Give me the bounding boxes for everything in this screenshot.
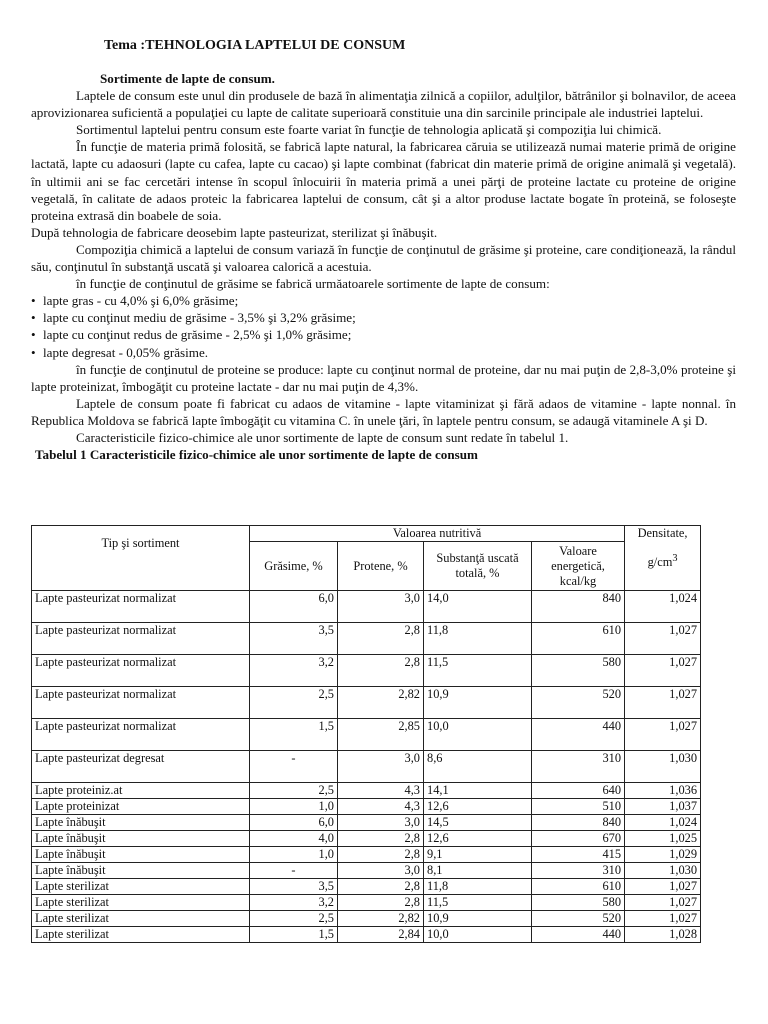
cell-type: Lapte înăbuşit [32,847,250,863]
cell-energy: 610 [532,623,625,655]
header-nutritive-value: Valoarea nutritivă [250,526,625,542]
cell-energy: 440 [532,927,625,943]
body-text [31,70,736,463]
cell-dry-matter: 14,5 [424,815,532,831]
cell-energy: 640 [532,783,625,799]
header-energy: Valoare energetică, kcal/kg [532,542,625,591]
table-row [32,815,701,831]
cell-type: Lapte înăbuşit [32,815,250,831]
cell-fat: 4,0 [250,831,338,847]
cell-dry-matter: 14,0 [424,591,532,623]
table-row [32,863,701,879]
paragraph-1: Laptele de consum este unul din produsele de bază în alimentaţia zilnică a copiilor, adulţilor, bătrânilor şi bolnavilor, de aceea aprovizionarea suficientă a populaţiei cu lapte de calitate superioară constituie una din sarcinile principale ale industriei laptelui. [31,88,736,121]
table-row [32,655,701,687]
cell-density: 1,037 [625,799,701,815]
cell-density: 1,027 [625,655,701,687]
cell-type: Lapte proteinizat [32,799,250,815]
paragraph-8: Laptele de consum poate fi fabricat cu adaos de vitamine - lapte vitaminizat şi fără adaos de vitamine - lapte nonnal. în Republica Moldova se fabrică lapte îmbogăţit cu vitamina C. în unele ţări, în laptele pentru consum, se adaugă vitaminele A şi D. [31,395,736,428]
cell-type: Lapte pasteurizat normalizat [32,687,250,719]
cell-energy: 580 [532,895,625,911]
bullet-item: • lapte cu conţinut mediu de grăsime - 3,5% şi 3,2% grăsime; [31,309,736,326]
cell-fat: - [250,863,338,879]
table-row [32,895,701,911]
cell-protein: 2,8 [338,831,424,847]
cell-protein: 2,8 [338,895,424,911]
cell-protein: 2,8 [338,655,424,687]
cell-energy: 440 [532,719,625,751]
table-row [32,719,701,751]
cell-density: 1,027 [625,895,701,911]
header-density-exponent: 3 [672,553,678,564]
cell-fat: 1,0 [250,799,338,815]
fat-bullet-list [31,292,736,360]
cell-energy: 415 [532,847,625,863]
cell-type: Lapte pasteurizat normalizat [32,591,250,623]
table-row [32,831,701,847]
cell-type: Lapte pasteurizat degresat [32,751,250,783]
cell-energy: 510 [532,799,625,815]
cell-fat: 1,0 [250,847,338,863]
paragraph-9: Caracteristicile fizico-chimice ale unor sortimente de lapte de consum sunt redate în tabelul 1. [76,429,569,445]
cell-density: 1,024 [625,591,701,623]
cell-density: 1,030 [625,863,701,879]
cell-type: Lapte pasteurizat normalizat [32,623,250,655]
cell-fat: 1,5 [250,927,338,943]
cell-protein: 2,8 [338,847,424,863]
cell-protein: 2,82 [338,687,424,719]
paragraph-2: Sortimentul laptelui pentru consum este foarte variat în funcţie de tehnologia aplicată şi compoziţia lui chimică. [76,122,662,138]
cell-density: 1,036 [625,783,701,799]
table-body [32,591,701,943]
cell-density: 1,027 [625,911,701,927]
cell-dry-matter: 11,5 [424,655,532,687]
cell-type: Lapte sterilizat [32,927,250,943]
bullet-item: • lapte gras - cu 4,0% şi 6,0% grăsime; [31,292,736,309]
cell-fat: 1,5 [250,719,338,751]
table-row [32,751,701,783]
cell-fat: 3,2 [250,895,338,911]
cell-fat: 2,5 [250,783,338,799]
cell-density: 1,029 [625,847,701,863]
cell-protein: 3,0 [338,863,424,879]
cell-density: 1,024 [625,815,701,831]
table-row [32,847,701,863]
paragraph-6: în funcţie de conţinutul de grăsime se fabrică urmăatoarele sortimente de lapte de consum: [76,276,550,292]
cell-protein: 4,3 [338,783,424,799]
cell-density: 1,025 [625,831,701,847]
cell-type: Lapte înăbuşit [32,831,250,847]
cell-fat: 6,0 [250,815,338,831]
cell-protein: 3,0 [338,591,424,623]
cell-energy: 580 [532,655,625,687]
header-fat: Grăsime, % [250,542,338,591]
header-density-unit: g/cm [647,555,673,570]
section-heading: Sortimente de lapte de consum. [100,71,275,86]
cell-energy: 670 [532,831,625,847]
header-dry-matter: Substanţă uscată totală, % [424,542,532,591]
cell-type: Lapte pasteurizat normalizat [32,719,250,751]
milk-characteristics-table [31,525,701,943]
cell-protein: 3,0 [338,815,424,831]
header-type: Tip şi sortiment [32,526,250,591]
cell-fat: 3,2 [250,655,338,687]
cell-dry-matter: 11,8 [424,879,532,895]
cell-dry-matter: 14,1 [424,783,532,799]
paragraph-3: În funcţie de materia primă folosită, se fabrică lapte natural, la fabricarea căruia se utilizează numai materie primă de origine lactată, lapte cu adaosuri (lapte cu cafea, lapte cu cacao) şi lapte combinat (fabricat din materie primă de origine animală şi vegetală). în ultimii ani se fac cercetări intense în scopul înlocuirii în materia primă a unei părţi de proteine lactate cu proteine de origine vegetală, în calitate de adaos proteic la fabricarea laptelui de consum, cât şi a altor produse lactate bogate în proteină, se foloseşte proteina extrasă din boabele de soia. [31,139,736,223]
cell-protein: 2,84 [338,927,424,943]
cell-fat: 2,5 [250,911,338,927]
table-row [32,927,701,943]
cell-dry-matter: 9,1 [424,847,532,863]
cell-density: 1,027 [625,879,701,895]
table-row [32,623,701,655]
cell-density: 1,027 [625,719,701,751]
cell-fat: 2,5 [250,687,338,719]
header-density-label: Densitate, [637,526,688,540]
table-row [32,687,701,719]
bullet-item: • lapte cu conţinut redus de grăsime - 2,5% şi 1,0% grăsime; [31,326,736,343]
cell-density: 1,028 [625,927,701,943]
table-row [32,879,701,895]
cell-fat: - [250,751,338,783]
cell-type: Lapte sterilizat [32,879,250,895]
table-row [32,783,701,799]
cell-type: Lapte proteiniz.at [32,783,250,799]
cell-energy: 520 [532,687,625,719]
cell-dry-matter: 12,6 [424,831,532,847]
cell-fat: 3,5 [250,623,338,655]
cell-density: 1,027 [625,623,701,655]
bullet-item: • lapte degresat - 0,05% grăsime. [31,344,736,361]
cell-type: Lapte sterilizat [32,895,250,911]
cell-energy: 840 [532,591,625,623]
cell-dry-matter: 11,8 [424,623,532,655]
table-caption: Tabelul 1 Caracteristicile fizico-chimice ale unor sortimente de lapte de consum [35,447,478,463]
cell-protein: 3,0 [338,751,424,783]
cell-dry-matter: 10,9 [424,911,532,927]
header-protein: Protene, % [338,542,424,591]
header-density [625,526,701,591]
cell-dry-matter: 10,0 [424,927,532,943]
cell-fat: 3,5 [250,879,338,895]
cell-energy: 310 [532,751,625,783]
cell-fat: 6,0 [250,591,338,623]
table-row [32,799,701,815]
cell-protein: 2,82 [338,911,424,927]
cell-protein: 2,8 [338,623,424,655]
cell-density: 1,027 [625,687,701,719]
paragraph-5: Compoziţia chimică a laptelui de consum variază în funcţie de conţinutul de grăsime şi proteine, care condiţionează, la rândul său, conţinutul în substanţă uscată şi valoarea calorică a acestuia. [31,241,736,275]
table-row [32,591,701,623]
page-title: Tema :TEHNOLOGIA LAPTELUI DE CONSUM [104,38,406,53]
cell-energy: 610 [532,879,625,895]
cell-density: 1,030 [625,751,701,783]
cell-energy: 840 [532,815,625,831]
cell-dry-matter: 10,0 [424,719,532,751]
cell-dry-matter: 8,6 [424,751,532,783]
cell-type: Lapte înăbuşit [32,863,250,879]
cell-dry-matter: 10,9 [424,687,532,719]
cell-type: Lapte pasteurizat normalizat [32,655,250,687]
cell-dry-matter: 11,5 [424,895,532,911]
cell-energy: 310 [532,863,625,879]
paragraph-7: în funcţie de conţinutul de proteine se produce: lapte cu conţinut normal de proteine, dar nu mai puţin de 2,8-3,0% proteine şi lapte proteinizat, îmbogăţit cu proteine lactate - dar nu mai puţin de 4,3%. [31,361,736,394]
cell-type: Lapte sterilizat [32,911,250,927]
paragraph-4: După tehnologia de fabricare deosebim lapte pasteurizat, sterilizat şi înăbuşit. [31,224,438,240]
table-row [32,911,701,927]
cell-energy: 520 [532,911,625,927]
cell-dry-matter: 8,1 [424,863,532,879]
cell-protein: 2,85 [338,719,424,751]
cell-protein: 4,3 [338,799,424,815]
cell-protein: 2,8 [338,879,424,895]
cell-dry-matter: 12,6 [424,799,532,815]
